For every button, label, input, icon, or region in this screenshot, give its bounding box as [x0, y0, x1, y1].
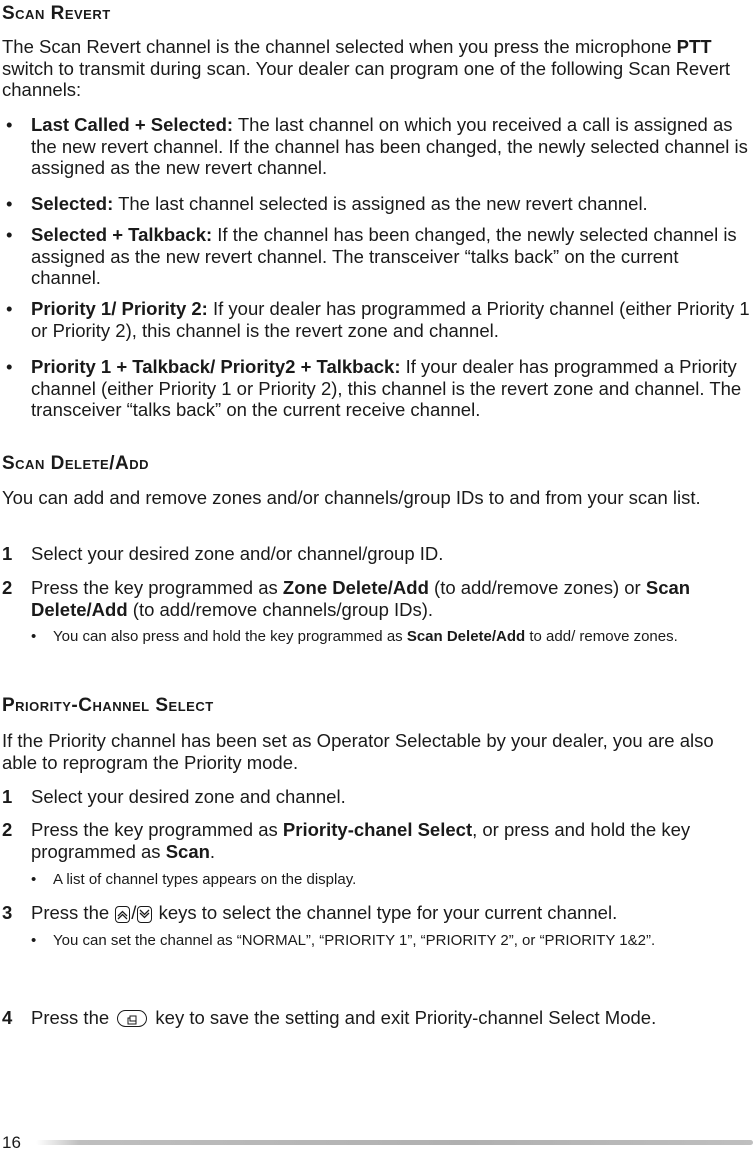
key-term: Scan [165, 840, 210, 862]
bullet-term: Last Called + Selected: [31, 114, 234, 135]
step-number: 3 [2, 902, 13, 923]
step-select-zone-channel: Select your desired zone and channel. [31, 786, 346, 807]
down-key-icon [137, 906, 152, 923]
page-number: 16 [2, 1133, 21, 1152]
step-text: key to save the setting and exit Priority-channel Select Mode. [150, 1007, 657, 1028]
key-term: Scan Delete/Add [31, 577, 691, 620]
sub-bullet-marker: • [31, 628, 37, 645]
step-text: Press the key programmed as [31, 577, 283, 598]
bullet-priority-talkback [31, 356, 753, 421]
step-number: 1 [2, 543, 13, 564]
up-key-icon [115, 906, 130, 923]
key-term: Scan Delete/Add [406, 628, 526, 645]
step-press-priority-select [31, 819, 751, 862]
heading-scan-delete-add: Scan Delete/Add [2, 453, 150, 474]
heading-scan-revert: Scan Revert [2, 3, 111, 24]
step-press-menu-key [31, 1007, 751, 1029]
sub-note-channel-types: You can set the channel as “NORMAL”, “PRIORITY 1”, “PRIORITY 2”, or “PRIORITY 1&2”. [53, 932, 656, 949]
bullet-term: Priority 1/ Priority 2: [31, 298, 208, 319]
bullet-marker: • [6, 224, 13, 245]
bullet-marker: • [6, 193, 13, 214]
step-text: (to add/remove zones) or [428, 577, 646, 598]
bullet-last-called-selected [31, 114, 753, 179]
bullet-term: Selected: [31, 193, 114, 214]
bullet-marker: • [6, 356, 13, 377]
bullet-desc: If your dealer has programmed a Priority channel (either Priority 1 or Priority 2), this channel is the revert zone and channel. The transceiver “talks back” on the current receive channel. [31, 356, 742, 420]
step-text: , or press and hold the key programmed as [31, 819, 691, 862]
bullet-marker: • [6, 298, 13, 319]
bullet-selected [31, 193, 753, 215]
step-number: 4 [2, 1007, 13, 1028]
step-text: . [209, 840, 216, 862]
step-text: (to add/remove channels/group IDs). [127, 598, 434, 620]
step-number: 2 [2, 577, 13, 598]
bullet-priority [31, 298, 753, 341]
intro-text-cont: switch to transmit during scan. Your dealer can program one of the following Scan Revert channels: [2, 57, 731, 100]
intro-text: The Scan Revert channel is the channel selected when you press the microphone [2, 36, 677, 57]
step-text: Press the key programmed as [31, 819, 283, 840]
bullet-term: Selected + Talkback: [31, 224, 213, 245]
step-number: 2 [2, 819, 13, 840]
note-text: You can also press and hold the key programmed as [53, 628, 407, 645]
bullet-selected-talkback [31, 224, 753, 289]
scan-delete-add-intro: You can add and remove zones and/or channels/group IDs to and from your scan list. [2, 487, 701, 508]
sub-note-list-appears: A list of channel types appears on the display. [53, 871, 357, 888]
step-number: 1 [2, 786, 13, 807]
footer-rule [36, 1140, 753, 1145]
sub-note-hold-key [53, 626, 733, 648]
note-text: to add/ remove zones. [525, 628, 678, 645]
bullet-desc: The last channel selected is assigned as the new revert channel. [113, 193, 648, 214]
menu-key-icon [117, 1010, 147, 1027]
bullet-marker: • [6, 114, 13, 135]
key-separator: / [131, 902, 137, 923]
sub-bullet-marker: • [31, 871, 37, 888]
key-term: Zone Delete/Add [282, 577, 429, 598]
bullet-desc: If your dealer has programmed a Priority channel (either Priority 1 or Priority 2), this channel is the revert zone and channel. [31, 298, 750, 341]
step-text: Press the [31, 1007, 115, 1028]
sub-bullet-marker: • [31, 932, 37, 949]
step-press-delete-add [31, 577, 751, 620]
ptt-term: PTT [676, 36, 712, 57]
bullet-desc: The last channel on which you received a call is assigned as the new revert channel. If the channel has been changed, the newly selected channel is assigned as the new revert channel. [31, 114, 748, 178]
priority-intro: If the Priority channel has been set as Operator Selectable by your dealer, you are also able to reprogram the Priority mode. [2, 730, 714, 773]
step-select-zone: Select your desired zone and/or channel/group ID. [31, 543, 444, 564]
step-text: Press the [31, 902, 115, 923]
bullet-desc: If the channel has been changed, the newly selected channel is assigned as the new revert channel. The transceiver “talks back” on the current channel. [31, 224, 737, 288]
step-press-up-down [31, 902, 751, 924]
bullet-term: Priority 1 + Talkback/ Priority2 + Talkback: [31, 356, 401, 377]
scan-revert-intro [2, 36, 750, 101]
heading-priority-channel-select: Priority-Channel Select [2, 695, 214, 716]
key-term: Priority-chanel Select [282, 819, 473, 840]
step-text: keys to select the channel type for your current channel. [153, 902, 618, 923]
